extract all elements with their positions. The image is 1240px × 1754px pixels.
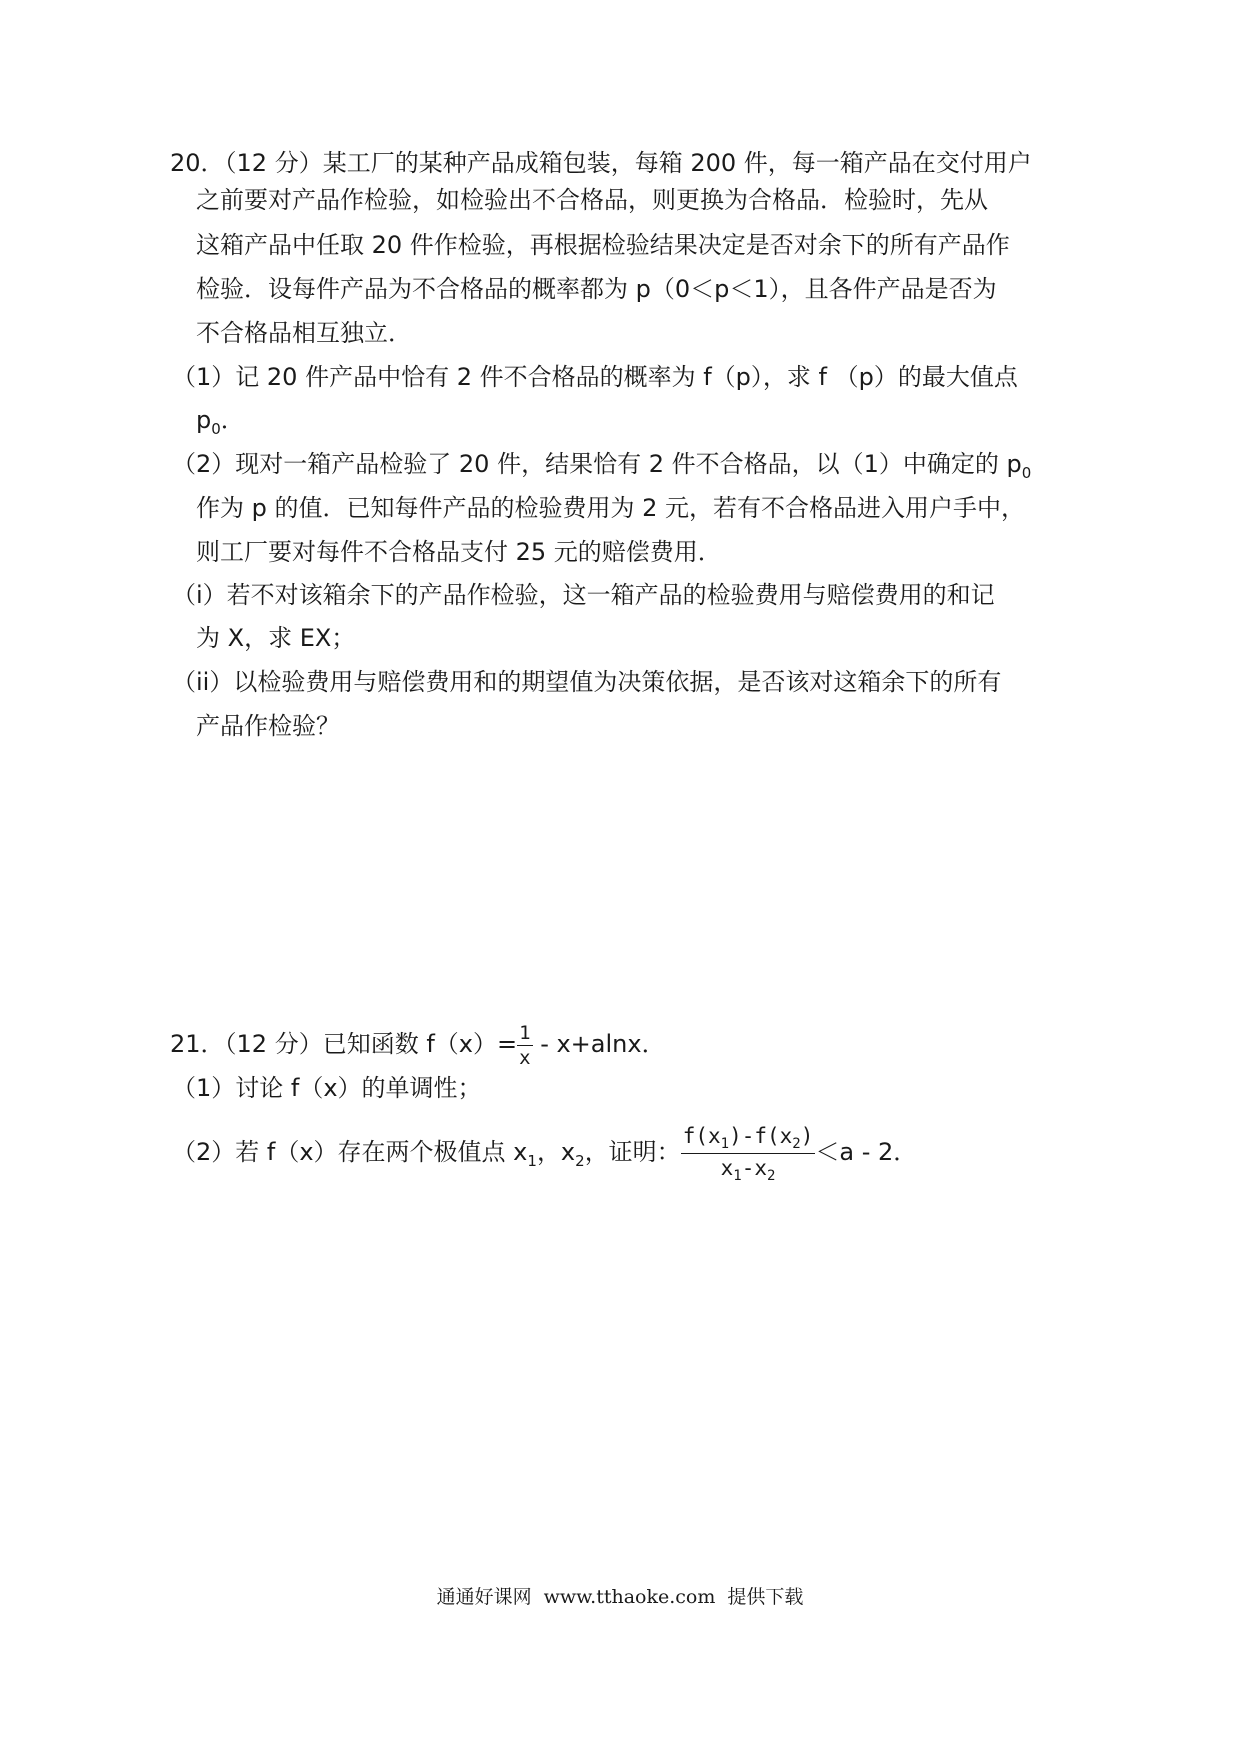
den-sub-1: 1 — [733, 1167, 742, 1184]
q20-sub-i-line-1: （i）若不对该箱余下的产品作检验，这一箱产品的检验费用与赔偿费用的和记 — [172, 581, 995, 609]
p0-period: ． — [220, 406, 245, 434]
q21-stem-post: - x+alnx． — [532, 1030, 666, 1058]
q21-part2-post: ，证明： — [584, 1138, 681, 1166]
q20-line-2: 之前要对产品作检验，如检验出不合格品，则更换为合格品．检验时，先从 — [196, 186, 988, 214]
x1-subscript: 1 — [527, 1152, 537, 1170]
q20-part2-text: （2）现对一箱产品检验了 20 件，结果恰有 2 件不合格品，以（1）中确定的 p — [172, 450, 1022, 478]
q21-stem-pre: 21．（12 分）已知函数 f（x）= — [170, 1030, 518, 1058]
q20-line-3: 这箱产品中任取 20 件作检验，再根据检验结果决定是否对余下的所有产品作 — [196, 231, 1010, 259]
q21-stem-fraction — [517, 1022, 532, 1069]
fraction-denominator: x — [519, 1046, 531, 1069]
q20-part2-line-2: 作为 p 的值．已知每件产品的检验费用为 2 元，若有不合格品进入用户手中， — [196, 494, 1026, 522]
num-sub-1: 1 — [720, 1135, 730, 1152]
den-part-b: -x — [741, 1155, 767, 1180]
q20-p0-line — [196, 405, 245, 438]
den-sub-2: 2 — [767, 1167, 776, 1184]
q21-stem — [170, 1016, 666, 1072]
footer-url[interactable]: www.tthaoke.com — [543, 1586, 716, 1608]
x2-subscript: 2 — [575, 1152, 585, 1170]
q20-sub-ii-line-2: 产品作检验？ — [196, 712, 340, 740]
q20-part2-line-1 — [172, 449, 1031, 482]
den-part-a: x — [720, 1155, 734, 1180]
num-part-b: )-f(x — [729, 1123, 793, 1148]
q20-part1-line: （1）记 20 件产品中恰有 2 件不合格品的概率为 f（p），求 f （p）的最大值点 — [172, 363, 1018, 391]
num-part-c: ) — [800, 1123, 814, 1148]
q21-part1: （1）讨论 f（x）的单调性； — [172, 1074, 482, 1102]
q20-line-1: 20．（12 分）某工厂的某种产品成箱包装，每箱 200 件，每一箱产品在交付用户 — [170, 149, 1032, 177]
inequality-fraction-bar — [681, 1153, 816, 1154]
num-part-a: f(x — [682, 1123, 721, 1148]
q20-sub-ii-line-1: （ii）以检验费用与赔偿费用和的期望值为决策依据，是否该对这箱余下的所有 — [172, 668, 1002, 696]
inequality-tail: ＜a - 2． — [815, 1138, 918, 1166]
page-footer — [0, 1585, 1240, 1609]
q21-part2-mid: ，x — [536, 1138, 576, 1166]
q21-part2-pre: （2）若 f（x）存在两个极值点 x — [172, 1138, 528, 1166]
footer-site-name: 通通好课网 — [436, 1586, 532, 1608]
q20-line-4: 检验．设每件产品为不合格品的概率都为 p（0＜p＜1），且各件产品是否为 — [196, 275, 997, 303]
q20-part2-line-3: 则工厂要对每件不合格品支付 25 元的赔偿费用． — [196, 538, 722, 566]
q21-part2 — [172, 1122, 917, 1185]
p0-subscript: 0 — [211, 420, 221, 438]
num-sub-2: 2 — [792, 1135, 801, 1152]
footer-note: 提供下载 — [727, 1586, 804, 1608]
q20-part2-subscript: 0 — [1021, 464, 1032, 482]
q20-sub-i-line-2: 为 X，求 EX； — [196, 624, 356, 652]
fraction-bar — [517, 1045, 532, 1046]
q20-line-5: 不合格品相互独立． — [196, 319, 412, 347]
inequality-denominator — [681, 1155, 816, 1184]
inequality-numerator — [681, 1123, 816, 1152]
fraction-numerator: 1 — [519, 1021, 531, 1044]
p0-symbol: p — [196, 406, 212, 434]
inequality-fraction — [681, 1123, 816, 1184]
